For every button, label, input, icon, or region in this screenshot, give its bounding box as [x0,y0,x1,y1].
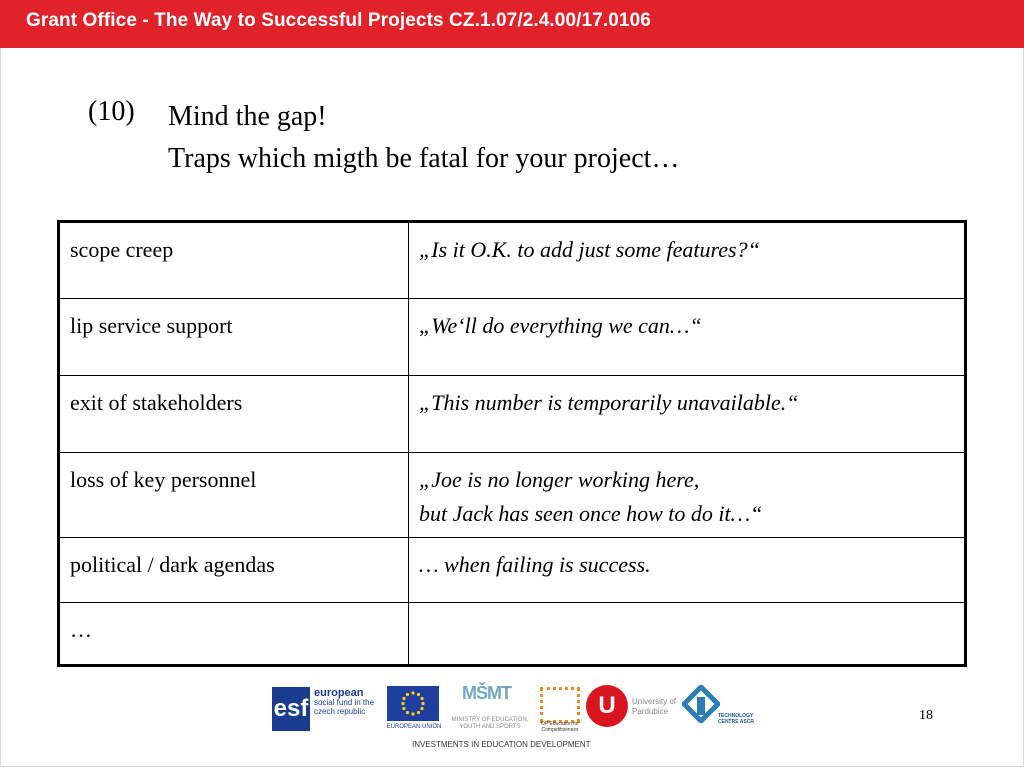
page-number: 18 [919,708,933,723]
trap-quote-line: but Jack has seen once how to do it…“ [419,501,763,526]
trap-quote-line: „Joe is no longer working here, [419,467,700,492]
slide-title-line-2: Traps which migth be fatal for your project… [168,143,680,174]
op-education-logo [540,687,580,723]
table-row [59,453,966,538]
msmt-logo: MŠMT [462,683,511,703]
table-row [59,538,966,603]
footer-logos [272,683,762,753]
tc-label: TECHNOLOGY CENTRE ASCR [718,713,754,725]
trap-quote-line: „We‘ll do everything we can…“ [419,313,702,338]
trap-term: … [59,603,409,666]
trap-quote-line: „Is it O.K. to add just some features?“ [419,237,760,262]
technology-centre-logo [682,685,720,723]
slide-title-line-1: Mind the gap! [168,101,327,132]
trap-quote [409,376,966,453]
eu-flag-icon [387,686,439,721]
traps-table [57,220,967,667]
esf-caption [314,689,386,716]
slide-title [168,96,679,180]
table-row [59,222,966,299]
esf-title: european [314,687,364,699]
investments-caption: INVESTMENTS IN EDUCATION DEVELOPMENT [412,740,591,749]
trap-quote [409,538,966,603]
trap-quote [409,299,966,376]
trap-quote-line: … when failing is success. [419,552,651,577]
trap-quote [409,453,966,538]
eu-label: EUROPEAN UNION [386,724,442,730]
table-row [59,603,966,666]
trap-quote [409,222,966,299]
table-row [59,376,966,453]
slide-number-label: (10) [88,96,135,127]
table-row [59,299,966,376]
trap-term: exit of stakeholders [59,376,409,453]
trap-quote [409,603,966,666]
trap-term: lip service support [59,299,409,376]
trap-term: political / dark agendas [59,538,409,603]
trap-quote-line: „This number is temporarily unavailable.“ [419,390,799,415]
header-title: Grant Office - The Way to Successful Projects CZ.1.07/2.4.00/17.0106 [26,10,651,31]
upce-label: University of Pardubice [632,697,677,716]
trap-term: scope creep [59,222,409,299]
esf-logo: esf [272,687,310,731]
trap-term: loss of key personnel [59,453,409,538]
esf-subtitle: social fund in the czech republic [314,698,375,716]
header-bar [0,0,1024,48]
msmt-label: MINISTRY OF EDUCATION, YOUTH AND SPORTS [451,717,529,730]
university-pardubice-logo: U [586,685,628,727]
op-label: OP Education for Competitiveness [541,721,579,733]
